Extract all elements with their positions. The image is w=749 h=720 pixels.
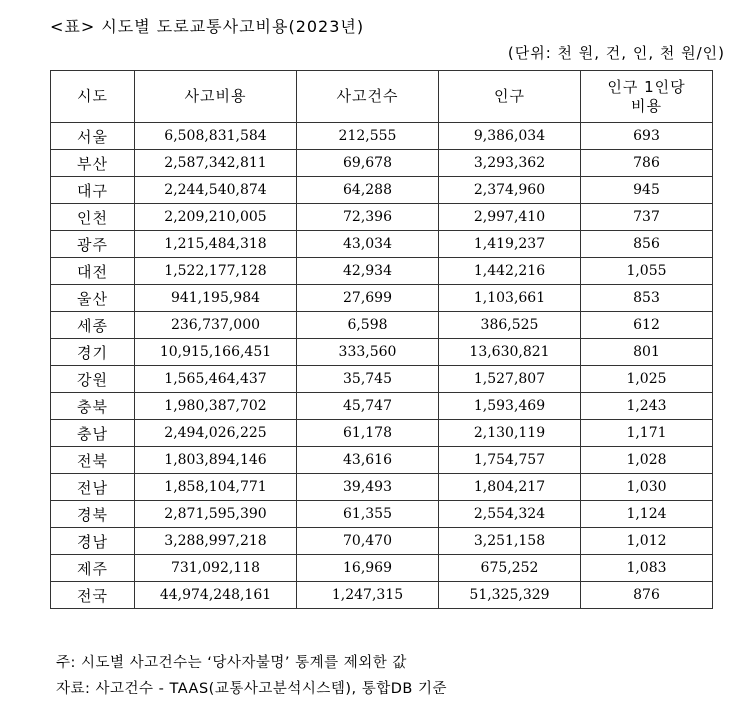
cell-accident-cost: 941,195,984 bbox=[135, 285, 297, 312]
cell-accident-cost: 1,980,387,702 bbox=[135, 393, 297, 420]
cell-region: 전국 bbox=[51, 582, 135, 609]
cell-accident-count: 39,493 bbox=[297, 474, 439, 501]
cell-population: 1,527,807 bbox=[439, 366, 581, 393]
cell-cost-per-capita: 612 bbox=[581, 312, 713, 339]
cell-region: 제주 bbox=[51, 555, 135, 582]
header-population: 인구 bbox=[439, 71, 581, 123]
table-row bbox=[51, 204, 713, 231]
cell-population: 51,325,329 bbox=[439, 582, 581, 609]
cell-accident-count: 64,288 bbox=[297, 177, 439, 204]
cell-accident-cost: 3,288,997,218 bbox=[135, 528, 297, 555]
table-row bbox=[51, 150, 713, 177]
cell-population: 1,804,217 bbox=[439, 474, 581, 501]
cell-accident-count: 45,747 bbox=[297, 393, 439, 420]
cell-population: 1,442,216 bbox=[439, 258, 581, 285]
cell-accident-count: 6,598 bbox=[297, 312, 439, 339]
cell-population: 3,251,158 bbox=[439, 528, 581, 555]
table-row bbox=[51, 420, 713, 447]
cell-population: 1,593,469 bbox=[439, 393, 581, 420]
cell-cost-per-capita: 1,030 bbox=[581, 474, 713, 501]
cell-cost-per-capita: 1,055 bbox=[581, 258, 713, 285]
cell-accident-cost: 2,871,595,390 bbox=[135, 501, 297, 528]
cell-population: 2,997,410 bbox=[439, 204, 581, 231]
cell-region: 울산 bbox=[51, 285, 135, 312]
cell-region: 충남 bbox=[51, 420, 135, 447]
table-row bbox=[51, 528, 713, 555]
cell-accident-cost: 2,494,026,225 bbox=[135, 420, 297, 447]
cell-population: 2,554,324 bbox=[439, 501, 581, 528]
cell-accident-count: 333,560 bbox=[297, 339, 439, 366]
table-row bbox=[51, 312, 713, 339]
cell-cost-per-capita: 1,012 bbox=[581, 528, 713, 555]
cell-cost-per-capita: 693 bbox=[581, 123, 713, 150]
cell-region: 강원 bbox=[51, 366, 135, 393]
cell-accident-cost: 236,737,000 bbox=[135, 312, 297, 339]
cell-cost-per-capita: 1,028 bbox=[581, 447, 713, 474]
cell-cost-per-capita: 853 bbox=[581, 285, 713, 312]
table-title: <표> 시도별 도로교통사고비용(2023년) bbox=[50, 17, 365, 36]
cell-accident-count: 61,355 bbox=[297, 501, 439, 528]
cell-accident-cost: 2,587,342,811 bbox=[135, 150, 297, 177]
table-row bbox=[51, 123, 713, 150]
cell-cost-per-capita: 1,083 bbox=[581, 555, 713, 582]
cell-accident-cost: 1,215,484,318 bbox=[135, 231, 297, 258]
cell-region: 광주 bbox=[51, 231, 135, 258]
cell-accident-count: 212,555 bbox=[297, 123, 439, 150]
cell-accident-count: 69,678 bbox=[297, 150, 439, 177]
cell-accident-cost: 1,522,177,128 bbox=[135, 258, 297, 285]
cell-accident-count: 42,934 bbox=[297, 258, 439, 285]
header-accident-count: 사고건수 bbox=[297, 71, 439, 123]
cell-cost-per-capita: 856 bbox=[581, 231, 713, 258]
cell-accident-cost: 731,092,118 bbox=[135, 555, 297, 582]
cell-cost-per-capita: 801 bbox=[581, 339, 713, 366]
cell-accident-count: 72,396 bbox=[297, 204, 439, 231]
cell-cost-per-capita: 1,025 bbox=[581, 366, 713, 393]
cell-accident-cost: 44,974,248,161 bbox=[135, 582, 297, 609]
cell-accident-cost: 10,915,166,451 bbox=[135, 339, 297, 366]
table-row bbox=[51, 177, 713, 204]
cell-population: 1,103,661 bbox=[439, 285, 581, 312]
table-row bbox=[51, 555, 713, 582]
header-cost-per-capita: 인구 1인당 비용 bbox=[581, 71, 713, 123]
cell-cost-per-capita: 1,171 bbox=[581, 420, 713, 447]
cell-region: 경기 bbox=[51, 339, 135, 366]
table-body bbox=[51, 123, 713, 609]
cell-accident-count: 61,178 bbox=[297, 420, 439, 447]
cell-population: 1,419,237 bbox=[439, 231, 581, 258]
cell-region: 전남 bbox=[51, 474, 135, 501]
cell-cost-per-capita: 1,243 bbox=[581, 393, 713, 420]
cell-accident-count: 43,616 bbox=[297, 447, 439, 474]
cell-cost-per-capita: 1,124 bbox=[581, 501, 713, 528]
cell-region: 대구 bbox=[51, 177, 135, 204]
cell-region: 인천 bbox=[51, 204, 135, 231]
cell-region: 충북 bbox=[51, 393, 135, 420]
cell-population: 386,525 bbox=[439, 312, 581, 339]
cell-cost-per-capita: 737 bbox=[581, 204, 713, 231]
cell-accident-cost: 2,244,540,874 bbox=[135, 177, 297, 204]
cell-region: 세종 bbox=[51, 312, 135, 339]
unit-label: (단위: 천 원, 건, 인, 천 원/인) bbox=[507, 44, 725, 62]
header-row bbox=[51, 71, 713, 123]
cell-population: 9,386,034 bbox=[439, 123, 581, 150]
cell-population: 2,130,119 bbox=[439, 420, 581, 447]
cell-accident-cost: 2,209,210,005 bbox=[135, 204, 297, 231]
cell-accident-count: 1,247,315 bbox=[297, 582, 439, 609]
table-row bbox=[51, 447, 713, 474]
cell-population: 3,293,362 bbox=[439, 150, 581, 177]
cell-accident-cost: 1,565,464,437 bbox=[135, 366, 297, 393]
source-note: 자료: 사고건수 - TAAS(교통사고분석시스템), 통합DB 기준 bbox=[56, 681, 448, 697]
cell-accident-count: 70,470 bbox=[297, 528, 439, 555]
table-row bbox=[51, 339, 713, 366]
cell-region: 서울 bbox=[51, 123, 135, 150]
cell-region: 경남 bbox=[51, 528, 135, 555]
table-row bbox=[51, 231, 713, 258]
cell-accident-count: 16,969 bbox=[297, 555, 439, 582]
cell-population: 13,630,821 bbox=[439, 339, 581, 366]
cell-accident-cost: 1,803,894,146 bbox=[135, 447, 297, 474]
cell-region: 전북 bbox=[51, 447, 135, 474]
cell-cost-per-capita: 876 bbox=[581, 582, 713, 609]
cell-cost-per-capita: 945 bbox=[581, 177, 713, 204]
cell-cost-per-capita: 786 bbox=[581, 150, 713, 177]
cell-region: 경북 bbox=[51, 501, 135, 528]
footnote: 주: 시도별 사고건수는 ‘당사자불명’ 통계를 제외한 값 bbox=[56, 655, 407, 671]
header-accident-cost: 사고비용 bbox=[135, 71, 297, 123]
cell-accident-cost: 1,858,104,771 bbox=[135, 474, 297, 501]
table-row bbox=[51, 366, 713, 393]
cell-accident-count: 27,699 bbox=[297, 285, 439, 312]
accident-cost-table bbox=[50, 70, 713, 609]
table-row bbox=[51, 582, 713, 609]
cell-population: 2,374,960 bbox=[439, 177, 581, 204]
cell-accident-count: 43,034 bbox=[297, 231, 439, 258]
table-row bbox=[51, 474, 713, 501]
cell-population: 675,252 bbox=[439, 555, 581, 582]
cell-region: 대전 bbox=[51, 258, 135, 285]
cell-accident-count: 35,745 bbox=[297, 366, 439, 393]
table-row bbox=[51, 258, 713, 285]
cell-accident-cost: 6,508,831,584 bbox=[135, 123, 297, 150]
table-row bbox=[51, 285, 713, 312]
cell-region: 부산 bbox=[51, 150, 135, 177]
table-row bbox=[51, 501, 713, 528]
header-region: 시도 bbox=[51, 71, 135, 123]
cell-population: 1,754,757 bbox=[439, 447, 581, 474]
table-row bbox=[51, 393, 713, 420]
